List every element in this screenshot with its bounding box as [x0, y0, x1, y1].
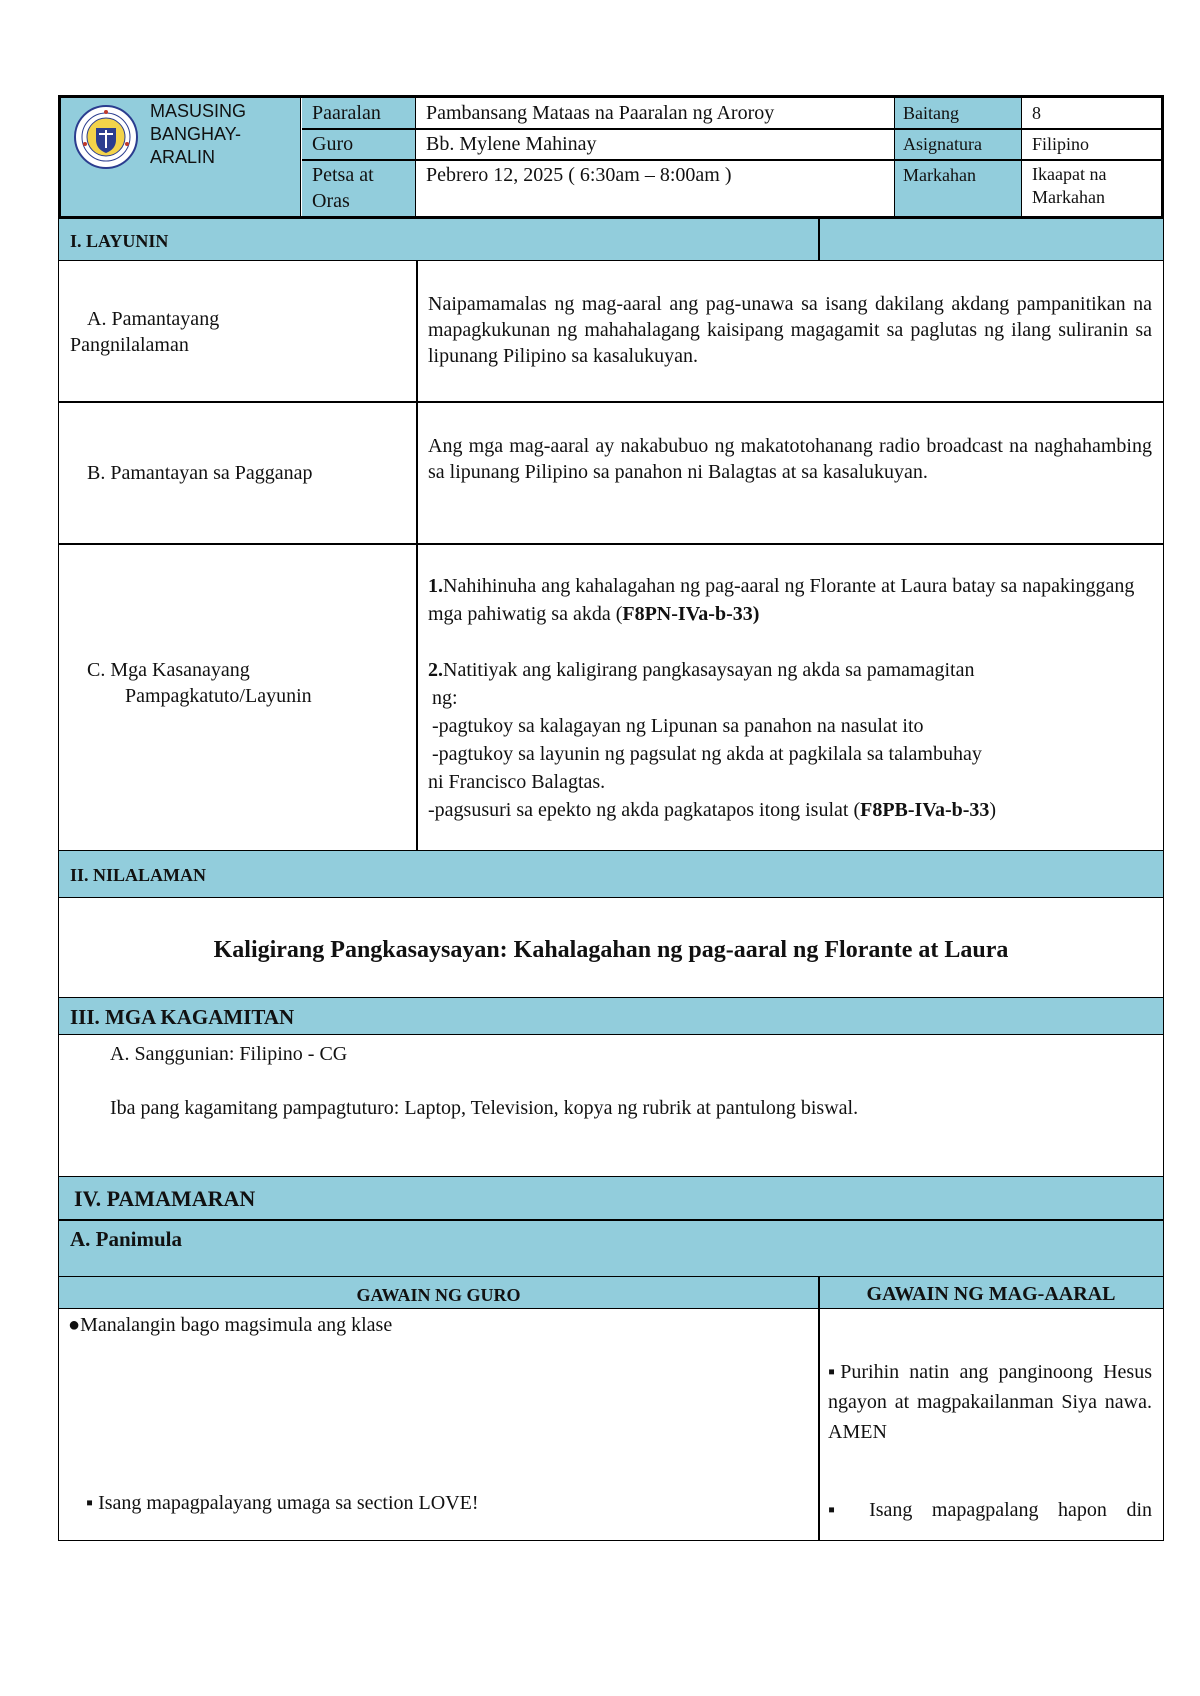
- header-title-line: MASUSING: [150, 101, 247, 121]
- value-guro: Bb. Mylene Mahinay: [426, 133, 597, 155]
- section-nilalaman-heading: [59, 851, 1163, 898]
- objective-2-number: 2.: [428, 659, 443, 681]
- label-asignatura: Asignatura: [903, 134, 982, 154]
- objective-2: [428, 656, 1158, 684]
- layunin-heading-text: I. LAYUNIN: [70, 231, 169, 251]
- label-baitang: Baitang: [903, 103, 959, 123]
- objective-2-bullet-2: -pagtukoy sa layunin ng pagsulat ng akda at pagkilala sa talambuhay: [432, 743, 982, 765]
- label-petsa-line: Oras: [312, 190, 350, 212]
- value-petsa: Pebrero 12, 2025 ( 6:30am – 8:00am ): [426, 164, 732, 186]
- objective-2-bullet-1: -pagtukoy sa kalagayan ng Lipunan sa panahon na nasulat ito: [432, 715, 924, 737]
- layunin-b-label: B. Pamantayan sa Pagganap: [87, 462, 313, 484]
- value-markahan-line: Ikaapat na: [1032, 164, 1107, 184]
- objective-2-bullet-3-text: -pagsusuri sa epekto ng akda pagkatapos itong isulat (: [428, 799, 861, 821]
- layunin-a-label-line: Pangnilalaman: [70, 334, 189, 356]
- label-markahan: Markahan: [903, 165, 976, 185]
- pamamaran-heading-text: IV. PAMAMARAN: [74, 1186, 256, 1211]
- header-title: [150, 100, 300, 169]
- guro-activity-2: ▪ Isang mapagpalayang umaga sa section LOVE!: [86, 1492, 479, 1514]
- value-asignatura: Filipino: [1032, 134, 1090, 154]
- nilalaman-heading-text: II. NILALAMAN: [70, 865, 207, 885]
- objective-1-code: F8PN-IVa-b-33): [622, 603, 760, 625]
- label-petsa-line: Petsa at: [312, 164, 374, 186]
- label-paaralan: Paaralan: [312, 102, 381, 124]
- layunin-c-label: [87, 657, 312, 709]
- objective-2-ng: ng:: [432, 687, 458, 709]
- objective-1-number: 1.: [428, 575, 443, 597]
- layunin-c-label-line: C. Mga Kasanayang: [87, 659, 250, 681]
- value-markahan: [1032, 163, 1106, 209]
- header-title-line: ARALIN: [150, 147, 216, 167]
- layunin-a-label-line: A. Pamantayang: [87, 308, 220, 330]
- objective-2-close: ): [989, 799, 997, 821]
- kagamitan-heading-text: III. MGA KAGAMITAN: [70, 1005, 295, 1029]
- value-markahan-line: Markahan: [1032, 187, 1105, 207]
- label-guro: Guro: [312, 133, 354, 155]
- magaaral-activity-1: ▪Purihin natin ang panginoong Hesus ngayon at magpakailanman Siya nawa. AMEN: [828, 1361, 1152, 1443]
- objective-2-bullet-3: [428, 796, 1158, 824]
- value-baitang: 8: [1032, 103, 1041, 123]
- value-paaralan: Pambansang Mataas na Paaralan ng Aroroy: [426, 102, 775, 124]
- layunin-c-objectives: [428, 572, 1158, 824]
- col-gawain-magaaral: GAWAIN NG MAG-AARAL: [866, 1283, 1116, 1305]
- header-title-line: BANGHAY-: [150, 124, 242, 144]
- guro-activity-1: ●Manalangin bago magsimula ang klase: [68, 1314, 393, 1336]
- layunin-c-label-line: Pampagkatuto/Layunin: [125, 685, 312, 707]
- magaaral-activity-2: ▪ Isang mapagpalang hapon din: [828, 1499, 1152, 1521]
- label-petsa: [312, 162, 374, 214]
- layunin-a-text: Naipamamalas ng mag-aaral ang pag-unawa sa isang dakilang akdang pampanitikan na mapagkukunan ng mahahalagang kaisipang magagamit sa paglutas ng ilang suliranin sa lipunang Pilipino sa kasalukuyan.: [428, 293, 1152, 367]
- pamamaran-sub: A. Panimula: [70, 1227, 183, 1251]
- deped-seal-icon: [73, 104, 139, 170]
- objective-2-text: Natitiyak ang kaligirang pangkasaysayan ng akda sa pamamagitan: [443, 659, 975, 681]
- layunin-b-text: Ang mga mag-aaral ay nakabubuo ng makatotohanang radio broadcast na naghahambing sa lipunang Pilipino sa panahon ni Balagtas at sa kasalukuyan.: [428, 435, 1152, 483]
- layunin-a-label: [70, 306, 400, 358]
- objective-1-text: Nahihinuha ang kahalagahan ng pag-aaral ng Florante at Laura batay sa napakinggang mga pahiwatig sa akda (: [428, 575, 1135, 625]
- kagamitan-iba: Iba pang kagamitang pampagtuturo: Laptop, Television, kopya ng rubrik at pantulong biswal.: [110, 1097, 859, 1119]
- section-layunin-heading: [59, 219, 1163, 261]
- nilalaman-title: Kaligirang Pangkasaysayan: Kahalagahan ng pag-aaral ng Florante at Laura: [213, 937, 1009, 963]
- objective-2-code: F8PB-IVa-b-33: [860, 799, 990, 821]
- col-gawain-guro: GAWAIN NG GURO: [356, 1285, 521, 1305]
- kagamitan-sanggunian: A. Sanggunian: Filipino - CG: [110, 1043, 348, 1065]
- objective-1: [428, 572, 1158, 628]
- objective-2-bullet-2b: ni Francisco Balagtas.: [428, 771, 606, 793]
